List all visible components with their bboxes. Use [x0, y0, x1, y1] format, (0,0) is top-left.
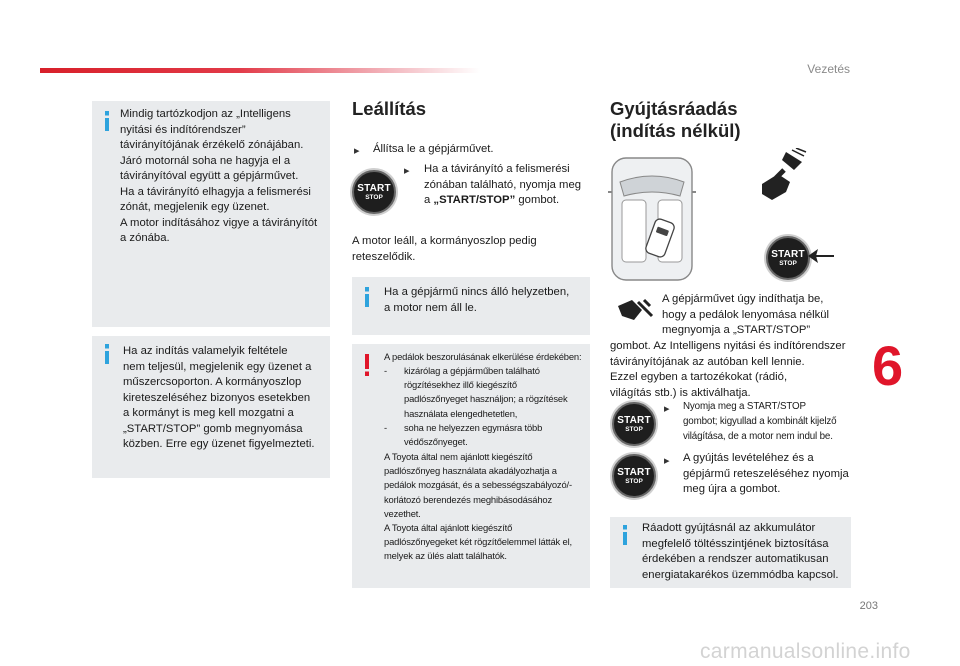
warning-dash: -	[384, 365, 387, 376]
button-label-start: START	[357, 182, 391, 194]
chapter-number: 6	[872, 334, 904, 397]
button-label-stop: STOP	[625, 477, 643, 485]
button-label-stop: STOP	[779, 259, 797, 267]
info-icon	[105, 344, 109, 364]
button-label-start: START	[617, 466, 651, 478]
hand-remote-icon	[756, 148, 808, 204]
button-label-start: START	[771, 248, 805, 260]
info-text: Ha a gépjármű nincs álló helyzetben, a motor nem áll le.	[384, 286, 570, 314]
heading-stopping: Leállítás	[352, 98, 427, 119]
step-text-bold: „START/STOP”	[433, 194, 516, 206]
text-motor-stops: A motor leáll, a kormányoszlop pedig reteszelődik.	[352, 235, 537, 263]
step-stop-vehicle: Állítsa le a gépjárművet.	[373, 143, 494, 155]
step-marker-icon: ▸	[404, 165, 410, 177]
text-ignition-details: gombot. Az Intelligens nyitási és indítórendszer távirányítójának az autóban kell lennie. Ezzel egyben a tartozékokat (rádió, világítás stb.) is aktiválhatja.	[610, 340, 846, 399]
info-icon	[105, 111, 109, 131]
step-marker-icon: ▸	[664, 455, 670, 467]
step-marker-icon: ▸	[664, 403, 670, 415]
step-marker-icon: ▸	[354, 145, 360, 157]
warning-title: A pedálok beszorulásának elkerülése érdekében:	[384, 351, 582, 362]
info-box-start-conditions	[92, 336, 330, 478]
warning-icon	[365, 354, 369, 376]
warning-text: A Toyota által nem ajánlott kiegészítő padlószőnyeg használata akadályozhatja a pedálok mozgását, és a sebességszabályozó/- korlátozó berendezés meghibásodásához vezethet. A Toyota által ajánlott kiegészítő padlószőnyegeket két rögzítőelemmel látták el, melyek az ülés alatt találhatók.	[384, 451, 572, 562]
button-label-start: START	[617, 414, 651, 426]
info-text: Mindig tartózkodjon az „Intelligens nyitási és indítórendszer” távirányítójának érzékelő zónájában. Járó motornál soha ne hagyja el a távirányítóval együtt a gépjárművet. Ha a távirányító elhagyja a felismerési zónát, megjelenik egy üzenet. A motor indításához vigye a távirányítót a zónába.	[120, 108, 318, 244]
info-text: Ha az indítás valamelyik feltétele nem teljesül, megjelenik egy üzenet a műszercsoporton. A kormányoszlop kireteszeléséhez bizonyos esetekben a kormányt is meg kell mozgatni a „START/STOP” gomb megnyomása közben. Erre egy üzenet figyelmezteti.	[123, 345, 315, 450]
info-box-energy-saving	[610, 517, 851, 588]
button-label-stop: STOP	[625, 425, 643, 433]
warning-box-pedals	[352, 344, 590, 588]
car-top-view-illustration	[604, 152, 700, 286]
step-press-button	[424, 162, 581, 209]
warning-item: kizárólag a gépjárműben található rögzítésekhez illő kiegészítő padlószőnyeget használjon; a rögzítések használata elengedhetetlen,	[404, 365, 568, 419]
start-stop-button-icon	[612, 402, 656, 446]
start-stop-button-icon	[766, 236, 810, 280]
arrow-left-icon	[806, 246, 836, 266]
button-label-stop: STOP	[365, 193, 383, 201]
heading-ignition-on: Gyújtásráadás (indítás nélkül)	[610, 98, 741, 141]
section-title: Vezetés	[807, 62, 850, 76]
warning-dash: -	[384, 422, 387, 433]
step-text-end: gombot.	[515, 194, 560, 206]
start-stop-button-icon	[612, 454, 656, 498]
step-press-once: Nyomja meg a START/STOP gombot; kigyullad a kombinált kijelző világítása, de a motor nem indul be.	[683, 401, 837, 442]
info-box-not-stationary	[352, 277, 590, 335]
info-icon	[365, 287, 369, 307]
step-text: Ha a távirányító a felismerési zónában található, nyomja meg a	[424, 163, 582, 206]
info-box-remote-zone	[92, 101, 330, 327]
no-pedal-foot-icon	[614, 296, 654, 324]
start-stop-button-icon	[352, 170, 396, 214]
step-press-again: A gyújtás levételéhez és a gépjármű reteszeléséhez nyomja meg újra a gombot.	[683, 452, 849, 495]
warning-item: soha ne helyezzen egymásra több védőszőnyeget.	[404, 422, 543, 448]
info-icon	[623, 525, 627, 545]
page-number: 203	[859, 600, 878, 612]
info-text: Ráadott gyújtásnál az akkumulátor megfelelő töltésszintjének biztosítása érdekében a rendszer automatikusan energiatakarékos üzemmódba kapcsol.	[642, 522, 839, 581]
watermark: carmanualsonline.info	[700, 640, 911, 663]
header-accent-bar	[40, 68, 480, 73]
text-ignition-intro: A gépjárművet úgy indíthatja be, hogy a pedálok lenyomása nélkül megnyomja a „START/STOP”	[662, 293, 830, 336]
